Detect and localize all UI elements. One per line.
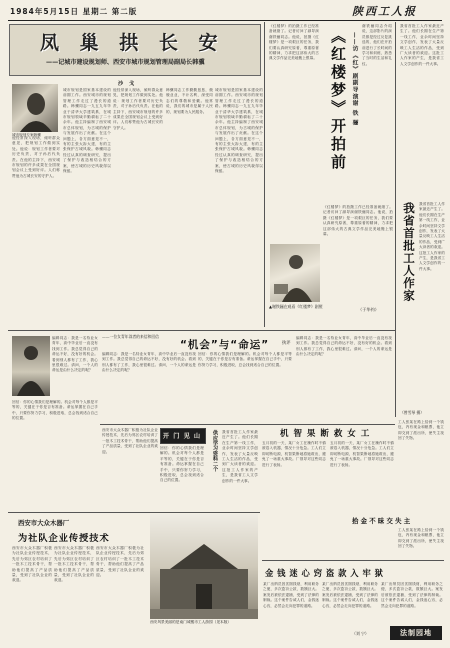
drama-caption: ▲谢铁骊在观看《红楼梦》剧照	[269, 304, 323, 309]
drama-author: （于华钧）	[358, 307, 379, 312]
writers-text-b: 我省首批工人作家最近产生了。他们长期在生产第一线工作，业余时间坚持文学创作，发表了大量反映工人生活的作品，受到广大读者的欢迎。这批工人作家的产生，是我省工人文学创作的一件大事。	[419, 202, 445, 271]
chance-tag: 执评	[282, 341, 291, 346]
drama-text-2: 谢铁骊同志介绍说，这部影片的演员都是经过反复挑选的，他们在开拍前进行了长时间的学习和训练，熟悉了当时的生活和礼仪。	[362, 24, 392, 66]
chance-text-1: 编辑同志：我是一名待业女青年，高中毕业后一直没有找到工作。我总觉得自己的命运不好，没有好的机会。看到别人都有了工作，我心里很难过。请问，一个人的命运是由什么决定的呢？	[102, 352, 196, 373]
column-logo: 法制园地	[390, 626, 442, 640]
gold-text-1: 某厂出纳员因贪图钱财，利用职务之便，多次盗窃公款，数额巨大。案发后被依法逮捕，受到了法律的制裁。这个案件告诫人们，金钱迷心窍，必然会走向犯罪的道路。	[263, 582, 319, 608]
lead-title: 凤 巢 拱 长 安	[40, 32, 225, 54]
city-gate-icon	[150, 514, 258, 619]
tech-text-3: 工人张某在路上拾到一个钱包，内有现金和粮票，他立即交到了派出所，使失主找回了失物。	[398, 420, 444, 441]
chance-text-2: 回信：你的心情我们是理解的。机会对每个人都是平等的，关键在于你是否有准备。命运掌握在自己手中，只要你努力学习，积极进取，总会找到适合自己的位置。	[198, 352, 292, 367]
portrait-photo	[12, 84, 58, 132]
lead-text-1b: 城市规划是国家基本建设的前期工作。西安城市的规划管理工作走过了漫长的道路。韩骥同志一九五九年毕业于清华大学建筑系，在城市规划领域辛勤耕耘了二十余年。他主持编制了西安城市总体规划，为古城的保护与发展作出了贡献。在这个问题上，各方面意见不一，有的主张大拆大建，有的主张保护古城风貌。韩骥同志经过认真的调查研究，提出了保护与改造相结合的方案，使古城的历史风貌得以保留。	[215, 88, 263, 174]
kaigong-label: 开 门 见 山	[162, 433, 202, 440]
tech-text-1: 五月初的一天，某厂女工在操作时不慎被卷入机器，情况十分危急。工人们立即切断电源，机智果断地将她救出，避免了一场重大事故。厂领导对这些同志进行了表扬。	[262, 441, 326, 467]
lead-text-1: 城市规划是国家基本建设的前期工作。西安城市的规划管理工作走过了漫长的道路。韩骥同志一九五九年毕业于清华大学建筑系，在城市规划领域辛勤耕耘了二十余年。他主持编制了西安城市总体规划，为古城的保护与发展作出了贡献。在这个问题上，各方面意见不一，有的主张大拆大建，有的主张保护古城风貌。韩骥同志经过认真的调查研究，提出了保护与改造相结合的方案，使古城的历史风貌得以保留。	[63, 88, 111, 174]
bottom-caption: 西安风景美丽的是南门城楼市工人游园（见本版）	[150, 620, 232, 624]
lead-text-2: 他经常深入现场，倾听群众意见，把规划工作做到实处。他说：规划工作者要对历史负责，对子孙后代负责。在他的主持下，西安城市规划的许多成果在全国规划会议上受到好评。人们称赞他为古城长安的守护人。	[113, 88, 163, 130]
chance-title: “机会”与“命运”	[180, 339, 270, 351]
gold-title: 金 钱 迷 心 窍 盗 款 入 牢 狱	[265, 568, 384, 578]
chance-subtitle: ——一位女青年读者的来信和回信	[102, 334, 159, 339]
kaigong-text: 西安市大众木器厂积极为社队企业传授技术，先后为郊区农村培训了一批木工技术骨干，帮助他们提高了产品质量，受到了社队企业的欢迎。	[102, 428, 158, 454]
factory-text-1: 西安市大众木器厂积极为社队企业传授技术，先后为郊区农村培训了一批木工技术骨干，帮助他们提高了产品质量，受到了社队企业的欢迎。	[12, 546, 52, 583]
mid-left-text-2: 回信：你的心情我们是理解的。机会对每个人都是平等的，关键在于你是否有准备。命运掌握在自己手中，只要你努力学习，积极进取，总会找到适合自己的位置。	[12, 400, 98, 421]
supply-title: 供应学习资料二个	[212, 430, 218, 472]
supply-text: 我省首批工人作家最近产生了。他们长期在生产第一线工作，业余时间坚持文学创作，发表了大量反映工人生活的作品，受到广大读者的欢迎。这批工人作家的产生，是我省工人文学创作的一件大事。	[222, 430, 258, 483]
writers-credit: （曾雪琴 摄）	[400, 410, 424, 415]
writers-text-a: 我省首批工人作家最近产生了。他们长期在生产第一线工作，业余时间坚持文学创作，发表了大量反映工人生活的作品，受到广大读者的欢迎。这批工人作家的产生，是我省工人文学创作的一件大事。	[400, 24, 444, 66]
factory-name: 西安市大众木器厂	[18, 519, 70, 527]
header-rule	[8, 20, 442, 21]
gold-text-2: 某厂出纳员因贪图钱财，利用职务之便，多次盗窃公款，数额巨大。案发后被依法逮捕，受到了法律的制裁。这个案件告诫人们，金钱迷心窍，必然会走向犯罪的道路。	[322, 582, 378, 608]
director-icon	[270, 244, 320, 302]
portrait-icon	[12, 84, 58, 132]
portrait-caption: 城市规划专家韩骥	[12, 133, 41, 137]
drama-title: 《红楼梦》开拍前	[329, 28, 347, 172]
date-line: 1984年5月15日 星期二 第二版	[10, 7, 138, 16]
tech-title: 机 智 果 断 救 女 工	[280, 429, 371, 439]
drama-text-3: 《红楼梦》的拍摄工作已经准备就绪了。记者访问了副导演谢铁骊同志。他说，拍摄《红楼梦》是一项艰巨的任务，我们要认真研究原著，尊重原著的精神，力求把这部伟大的古典文学作品完美地搬上银幕。	[323, 205, 393, 237]
kaigong-text-2: 回信：你的心情我们是理解的。机会对每个人都是平等的，关键在于你是否有准备。命运掌握在自己手中，只要你努力学习，积极进取，总会找到适合自己的位置。	[160, 446, 204, 483]
gold-text-3: 某厂出纳员因贪图钱财，利用职务之便，多次盗窃公款，数额巨大。案发后被依法逮捕，受到了法律的制裁。这个案件告诫人们，金钱迷心窍，必然会走向犯罪的道路。	[381, 582, 443, 608]
factory-text-3: 西安市大众木器厂积极为社队企业传授技术，先后为郊区农村培训了一批木工技术骨干，帮助他们提高了产品质量，受到了社队企业的欢迎。	[96, 546, 144, 578]
city-gate-photo	[150, 514, 258, 619]
writers-title: 我省首批工人作家	[402, 202, 416, 302]
drama-subtitle: ——访《红》剧副导演谢 铁 骊	[351, 32, 357, 127]
mid-left-text: 编辑同志：我是一名待业女青年，高中毕业后一直没有找到工作。我总觉得自己的命运不好，没有好的机会。看到别人都有了工作，我心里很难过。请问，一个人的命运是由什么决定的呢？	[52, 336, 98, 373]
lead-text-col0: 他经常深入现场，倾听群众意见，把规划工作做到实处。他说：规划工作者要对历史负责，对子孙后代负责。在他的主持下，西安城市规划的许多成果在全国规划会议上受到好评。人们称赞他为古城长安的守护人。	[12, 136, 60, 178]
lead-text-3: 韩骥同志工作勤勤恳恳，兢兢业业，不计名利，深受同志们的尊敬和爱戴。他常说，我们的城市是属于人民的，规划要为人民服务。	[166, 88, 213, 114]
factory-title: 为社队企业传授技术	[18, 533, 110, 544]
chance-text-3: 编辑同志：我是一名待业女青年，高中毕业后一直没有找到工作。我总觉得自己的命运不好，没有好的机会。看到别人都有了工作，我心里很难过。请问，一个人的命运是由什么决定的呢？	[296, 336, 392, 357]
lead-subtitle: ——记城市建设规划师、西安市城市规划管理局副局长韩骥	[46, 59, 205, 66]
quote-text: 工人张某在路上拾到一个钱包，内有现金和粮票，他立即交到了派出所，使失主找回了失物。	[398, 528, 444, 549]
quote-title: 拾 金 不 昧 交 失 主	[352, 517, 411, 525]
factory-text-2: 西安市大众木器厂积极为社队企业传授技术，先后为郊区农村培训了一批木工技术骨干，帮助他们提高了产品质量，受到了社队企业的欢迎。	[54, 546, 94, 583]
worker-icon	[12, 336, 50, 396]
author-label: 沙 戈	[118, 81, 137, 87]
tech-text-2: 五月初的一天，某厂女工在操作时不慎被卷入机器，情况十分危急。工人们立即切断电源，机智果断地将她救出，避免了一场重大事故。厂领导对这些同志进行了表扬。	[330, 441, 394, 467]
last-note: （刘 宁）	[352, 631, 369, 636]
worker-photo	[12, 336, 50, 396]
drama-photo	[270, 244, 320, 302]
masthead: 陕西工人报	[352, 5, 417, 18]
drama-text-1: 《红楼梦》的拍摄工作已经准备就绪了。记者访问了副导演谢铁骊同志。他说，拍摄《红楼梦》是一项艰巨的任务，我们要认真研究原著，尊重原著的精神，力求把这部伟大的古典文学作品完美地搬上银幕。	[269, 24, 319, 61]
